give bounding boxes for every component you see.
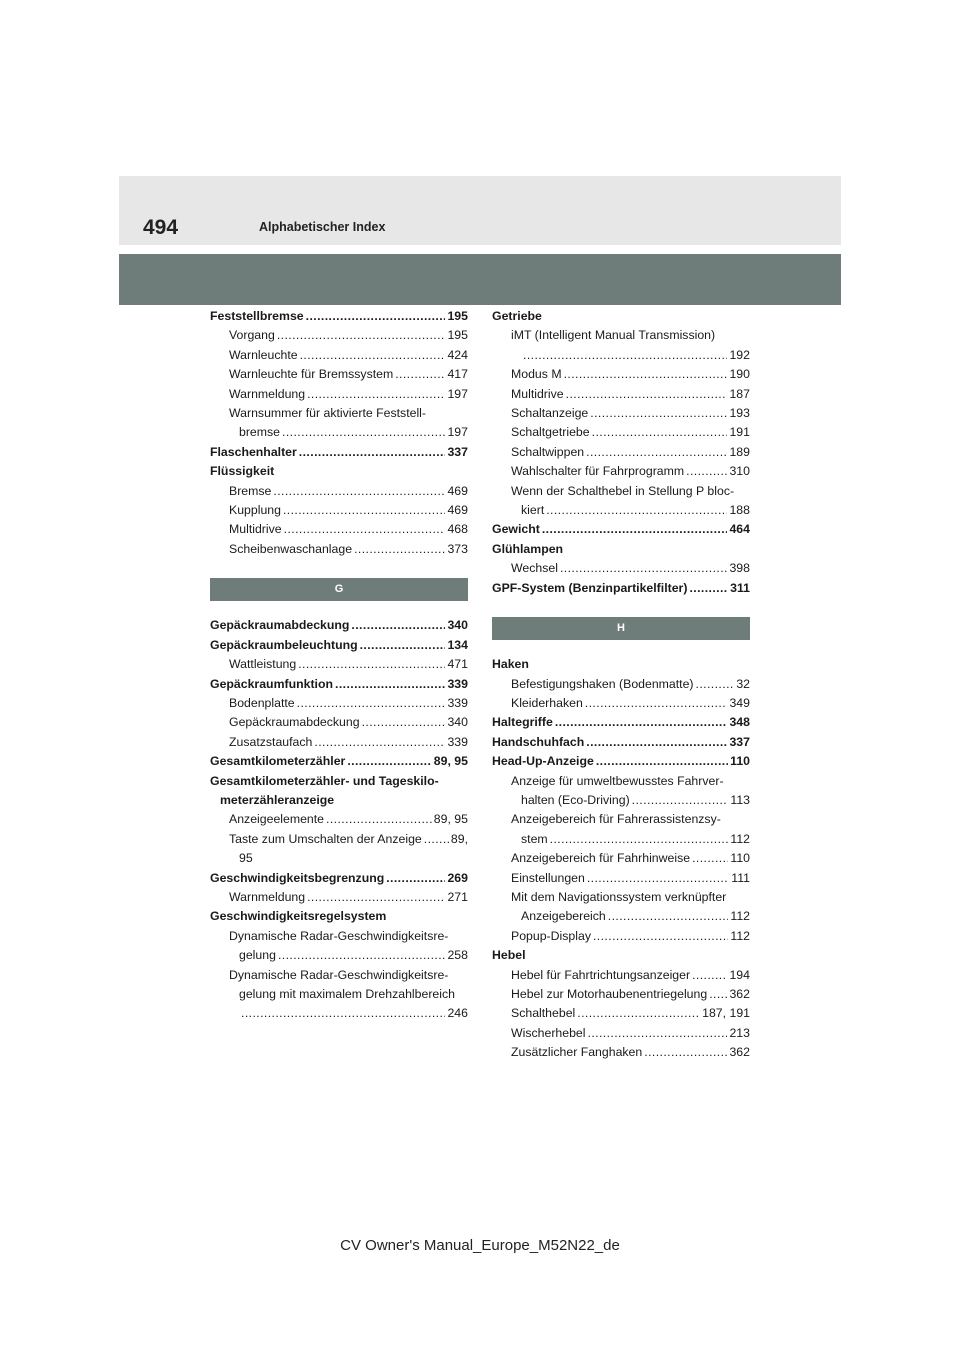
index-entry <box>492 385 750 404</box>
page-reference: 191 <box>729 425 750 440</box>
dot-leader <box>590 404 727 423</box>
index-entry <box>210 772 468 791</box>
index-term: Haken <box>492 657 529 672</box>
index-term: Vorgang <box>229 328 275 343</box>
page-reference: 188 <box>729 503 750 518</box>
dot-leader <box>273 482 445 501</box>
page-reference: 112 <box>730 909 750 924</box>
index-term: Wenn der Schalthebel in Stellung P bloc- <box>511 483 735 498</box>
index-entry <box>210 830 468 849</box>
page-reference: 197 <box>447 425 468 440</box>
index-entry <box>492 675 750 694</box>
index-term: Glühlampen <box>492 541 564 556</box>
index-entry <box>492 501 750 520</box>
page-reference: 193 <box>729 406 750 421</box>
dot-leader <box>307 385 445 404</box>
index-group-f <box>210 307 468 559</box>
index-entry <box>492 1024 750 1043</box>
index-group-g <box>210 616 468 1024</box>
index-term: Einstellungen <box>511 870 585 885</box>
index-term: 95 <box>239 851 253 866</box>
index-term: Gesamtkilometerzähler- und Tageskilo- <box>210 773 439 788</box>
page-reference: 246 <box>447 1006 468 1021</box>
dot-leader <box>696 675 735 694</box>
index-entry <box>210 501 468 520</box>
index-entry <box>210 810 468 829</box>
page-reference: 89, 95 <box>433 754 468 769</box>
page-reference: 348 <box>729 715 750 730</box>
index-term: Anzeigebereich für Fahrerassistenzsy- <box>511 812 721 827</box>
page-reference: 337 <box>729 734 750 749</box>
page-reference: 195 <box>447 328 468 343</box>
dot-leader <box>586 443 727 462</box>
index-term: Geschwindigkeitsbegrenzung <box>210 870 385 885</box>
page-reference: 340 <box>447 618 468 633</box>
index-entry <box>492 423 750 442</box>
index-entry <box>492 985 750 1004</box>
index-entry <box>492 540 750 559</box>
index-term: Flaschenhalter <box>210 444 297 459</box>
index-entry <box>492 869 750 888</box>
index-term: Gesamtkilometerzähler <box>210 754 346 769</box>
index-term: Hebel für Fahrtrichtungsanzeiger <box>511 967 691 982</box>
index-term: Warnmeldung <box>229 889 306 904</box>
dot-leader <box>577 1004 700 1023</box>
page-reference: 398 <box>729 561 750 576</box>
index-entry <box>492 404 750 423</box>
page-reference: 197 <box>447 386 468 401</box>
index-entry <box>210 443 468 462</box>
index-entry <box>210 482 468 501</box>
index-entry <box>492 791 750 810</box>
index-term: Dynamische Radar-Geschwindigkeitsre- <box>229 967 449 982</box>
index-term: Schalthebel <box>511 1006 576 1021</box>
index-entry <box>210 946 468 965</box>
page-reference: 424 <box>447 347 468 362</box>
dot-leader <box>299 443 446 462</box>
index-entry <box>210 1004 468 1023</box>
page-reference: 339 <box>447 676 468 691</box>
index-term: Kupplung <box>229 503 281 518</box>
index-term: Head-Up-Anzeige <box>492 754 594 769</box>
dot-leader <box>314 733 445 752</box>
page-reference: 337 <box>447 444 468 459</box>
index-term: Gepäckraumfunktion <box>210 676 333 691</box>
index-term: Hebel <box>492 948 526 963</box>
section-title: Alphabetischer Index <box>259 220 386 234</box>
index-entry <box>210 927 468 946</box>
page-reference: 339 <box>447 695 468 710</box>
dot-leader <box>386 869 445 888</box>
index-entry <box>492 462 750 481</box>
dot-leader <box>585 694 728 713</box>
index-term: iMT (Intelligent Manual Transmission) <box>511 328 716 343</box>
index-entry <box>492 346 750 365</box>
dot-leader <box>241 1004 445 1023</box>
index-term: Handschuhfach <box>492 734 585 749</box>
index-entry <box>492 326 750 345</box>
dot-leader <box>555 713 728 732</box>
index-entry <box>492 772 750 791</box>
page-reference: 32 <box>736 676 750 691</box>
index-group-g-continued <box>492 307 750 598</box>
dot-leader <box>523 346 727 365</box>
index-term: Flüssigkeit <box>210 464 275 479</box>
index-entry <box>210 307 468 326</box>
index-entry <box>492 579 750 598</box>
index-term: Kleiderhaken <box>511 695 583 710</box>
dot-leader <box>692 966 727 985</box>
dot-leader <box>586 733 727 752</box>
dot-leader <box>632 791 729 810</box>
index-term: Schaltwippen <box>511 444 585 459</box>
index-term: Anzeigebereich für Fahrhinweise <box>511 851 691 866</box>
index-term: Taste zum Umschalten der Anzeige <box>229 831 422 846</box>
page-reference: 468 <box>447 522 468 537</box>
dot-leader <box>282 423 445 442</box>
index-entry <box>210 346 468 365</box>
dot-leader <box>593 927 728 946</box>
index-term: Feststellbremse <box>210 309 304 323</box>
index-entry <box>210 907 468 926</box>
dot-leader <box>644 1043 727 1062</box>
page-reference: 213 <box>729 1025 750 1040</box>
index-entry <box>492 830 750 849</box>
index-term: meterzähleranzeige <box>220 792 335 807</box>
index-term: Anzeigeelemente <box>229 812 325 827</box>
page-header <box>119 176 841 245</box>
index-term: Schaltanzeige <box>511 406 589 421</box>
index-entry <box>210 404 468 423</box>
index-entry <box>492 365 750 384</box>
index-entry <box>492 810 750 829</box>
index-column-left <box>210 307 468 1024</box>
index-entry <box>210 849 468 868</box>
index-term: Warnmeldung <box>229 386 306 401</box>
page-number: 494 <box>143 216 179 239</box>
index-term: Bremse <box>229 483 272 498</box>
page-reference: 417 <box>447 367 468 382</box>
index-term: Zusätzlicher Fanghaken <box>511 1045 643 1060</box>
index-group-h <box>492 655 750 1063</box>
dot-leader <box>542 520 728 539</box>
page-reference: 258 <box>447 948 468 963</box>
index-entry <box>210 713 468 732</box>
index-entry <box>210 636 468 655</box>
dot-leader <box>326 810 432 829</box>
page-footer: CV Owner's Manual_Europe_M52N22_de <box>340 1237 620 1254</box>
index-term: Gepäckraumabdeckung <box>229 715 360 730</box>
page-reference: 362 <box>729 987 750 1001</box>
dot-leader <box>307 888 445 907</box>
index-term: GPF-System (Benzinpartikelfilter) <box>492 580 688 595</box>
index-entry <box>492 713 750 732</box>
index-term: Wischerhebel <box>511 1025 586 1040</box>
index-term: Getriebe <box>492 309 542 323</box>
index-term: Dynamische Radar-Geschwindigkeitsre- <box>229 928 449 943</box>
page-reference: 190 <box>729 367 750 382</box>
index-entry <box>492 307 750 326</box>
page-reference: 339 <box>447 734 468 749</box>
index-term: Geschwindigkeitsregelsystem <box>210 909 387 924</box>
page-reference: 189 <box>729 444 750 459</box>
index-term: Mit dem Navigationssystem verknüpfter <box>511 889 727 904</box>
index-entry <box>492 1004 750 1023</box>
index-entry <box>492 520 750 539</box>
index-entry <box>210 694 468 713</box>
index-term: Scheibenwaschanlage <box>229 541 353 556</box>
index-entry <box>210 985 468 1004</box>
index-term: Schaltgetriebe <box>511 425 590 440</box>
index-term: Wechsel <box>511 561 558 576</box>
dot-leader <box>278 946 446 965</box>
page-reference: 195 <box>447 309 468 323</box>
index-entry <box>210 655 468 674</box>
page-reference: 187, 191 <box>702 1006 750 1021</box>
page-reference: 89, <box>450 831 468 846</box>
page-reference: 340 <box>447 715 468 730</box>
dot-leader <box>596 752 728 771</box>
index-term: Gewicht <box>492 522 540 537</box>
index-entry <box>492 966 750 985</box>
dot-leader <box>709 985 727 1004</box>
index-entry <box>210 540 468 559</box>
index-term: Gepäckraumbeleuchtung <box>210 637 358 652</box>
dot-leader <box>300 346 446 365</box>
index-entry <box>492 907 750 926</box>
dot-leader <box>424 830 449 849</box>
dot-leader <box>564 365 728 384</box>
index-entry <box>492 849 750 868</box>
dot-leader <box>283 501 446 520</box>
page-reference: 111 <box>731 870 750 885</box>
index-entry <box>492 946 750 965</box>
index-term: Multidrive <box>229 522 282 537</box>
dot-leader <box>560 559 728 578</box>
index-column-right <box>492 307 750 1063</box>
page-reference: 469 <box>447 503 468 518</box>
index-term: Bodenplatte <box>229 695 295 710</box>
page-reference: 464 <box>729 522 750 537</box>
index-entry <box>492 1043 750 1062</box>
page-reference: 469 <box>447 483 468 498</box>
dot-leader <box>354 540 445 559</box>
index-entry <box>210 888 468 907</box>
dot-leader <box>588 1024 728 1043</box>
dot-leader <box>395 365 445 384</box>
index-term: Haltegriffe <box>492 715 553 730</box>
dot-leader <box>335 675 445 694</box>
index-term: Hebel zur Motorhaubenentriegelung <box>511 987 708 1001</box>
index-entry <box>492 888 750 907</box>
index-entry <box>210 869 468 888</box>
dot-leader <box>566 385 728 404</box>
index-term: Befestigungshaken (Bodenmatte) <box>511 676 694 691</box>
index-term: Wahlschalter für Fahrprogramm <box>511 464 685 479</box>
index-entry <box>210 365 468 384</box>
index-entry <box>210 616 468 635</box>
index-term: bremse <box>239 425 281 440</box>
index-term: Anzeige für umweltbewusstes Fahrver- <box>511 773 724 788</box>
dot-leader <box>608 907 729 926</box>
dot-leader <box>284 520 446 539</box>
dot-leader <box>360 636 446 655</box>
page-reference: 192 <box>729 347 750 362</box>
index-term: kiert <box>521 503 545 518</box>
page-reference: 471 <box>447 657 468 672</box>
page-reference: 194 <box>729 967 750 982</box>
dot-leader <box>347 752 431 771</box>
index-entry <box>492 443 750 462</box>
index-term: Wattleistung <box>229 657 297 672</box>
page-reference: 349 <box>729 695 750 710</box>
page-reference: 113 <box>730 792 750 807</box>
dot-leader <box>306 307 446 326</box>
dot-leader <box>692 849 728 868</box>
index-entry <box>210 462 468 481</box>
dot-leader <box>362 713 446 732</box>
index-entry <box>210 520 468 539</box>
index-entry <box>210 966 468 985</box>
index-entry <box>492 752 750 771</box>
index-term: Anzeigebereich <box>521 909 606 924</box>
index-term: Modus M <box>511 367 562 382</box>
page-reference: 269 <box>447 870 468 885</box>
page-reference: 112 <box>730 831 750 846</box>
page-reference: 110 <box>730 851 750 866</box>
dot-leader <box>592 423 728 442</box>
index-term: Warnsummer für aktivierte Feststell- <box>229 406 427 421</box>
index-entry <box>492 559 750 578</box>
index-entry <box>210 752 468 771</box>
page-reference: 134 <box>447 637 468 652</box>
page-reference: 362 <box>729 1045 750 1060</box>
index-entry <box>210 733 468 752</box>
dot-leader <box>550 830 729 849</box>
page-reference: 112 <box>730 928 750 943</box>
section-letter-h: H <box>492 617 750 640</box>
dot-leader <box>689 579 728 598</box>
index-entry <box>210 791 468 810</box>
index-entry <box>210 675 468 694</box>
page-reference: 89, 95 <box>433 812 468 827</box>
index-entry <box>492 655 750 674</box>
index-term: Zusatzstaufach <box>229 734 313 749</box>
page-reference: 373 <box>447 541 468 556</box>
index-term: Warnleuchte für Bremssystem <box>229 367 394 382</box>
dot-leader <box>298 655 445 674</box>
index-term: Gepäckraumabdeckung <box>210 618 350 633</box>
page-reference: 187 <box>729 386 750 401</box>
index-term: Multidrive <box>511 386 564 401</box>
index-entry <box>492 482 750 501</box>
index-entry <box>210 326 468 345</box>
index-entry <box>492 927 750 946</box>
page-reference: 110 <box>730 754 750 769</box>
page-reference: 311 <box>730 580 750 595</box>
index-term: stem <box>521 831 548 846</box>
index-term: gelung mit maximalem Drehzahlbereich <box>239 987 455 1001</box>
dot-leader <box>297 694 446 713</box>
dot-leader <box>686 462 727 481</box>
page-reference: 310 <box>729 464 750 479</box>
page-reference: 271 <box>447 889 468 904</box>
index-entry <box>210 423 468 442</box>
index-term: Popup-Display <box>511 928 591 943</box>
index-entry <box>210 385 468 404</box>
header-banner <box>119 254 841 305</box>
dot-leader <box>587 869 729 888</box>
index-term: Warnleuchte <box>229 347 298 362</box>
index-term: halten (Eco-Driving) <box>521 792 630 807</box>
section-letter-g: G <box>210 578 468 601</box>
index-term: gelung <box>239 948 276 963</box>
dot-leader <box>546 501 727 520</box>
dot-leader <box>351 616 445 635</box>
index-entry <box>492 733 750 752</box>
dot-leader <box>277 326 446 345</box>
index-entry <box>492 694 750 713</box>
